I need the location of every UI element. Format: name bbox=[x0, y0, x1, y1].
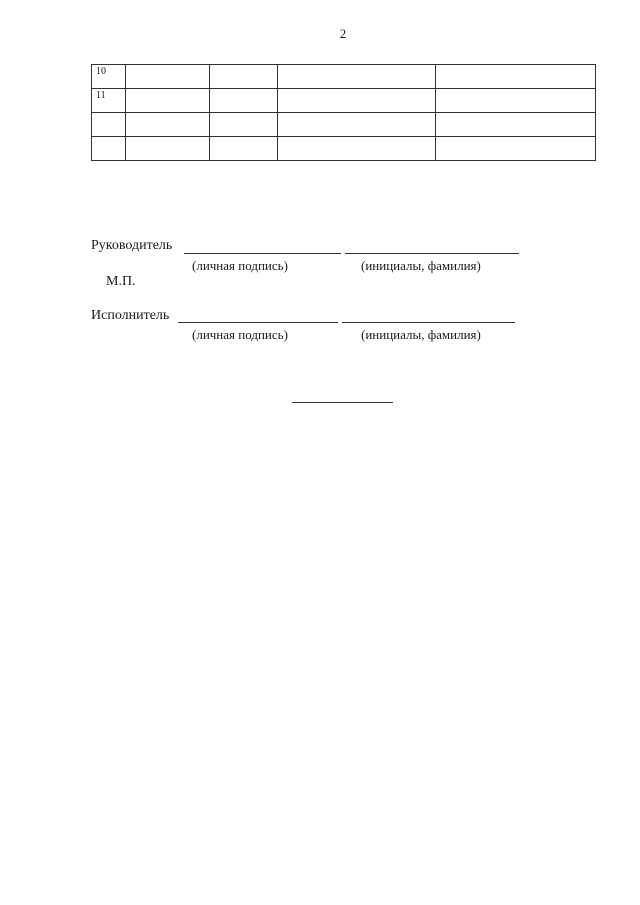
table-cell[interactable] bbox=[126, 89, 210, 113]
table-cell[interactable] bbox=[210, 65, 278, 89]
table-row bbox=[92, 113, 596, 137]
table-cell[interactable] bbox=[126, 113, 210, 137]
row-number-cell: 11 bbox=[92, 89, 126, 113]
head-signature-field[interactable] bbox=[184, 253, 341, 254]
table-cell[interactable] bbox=[278, 65, 436, 89]
executor-label: Исполнитель bbox=[91, 308, 170, 323]
table-row bbox=[92, 137, 596, 161]
table-cell[interactable] bbox=[210, 137, 278, 161]
executor-name-caption: (инициалы, фамилия) bbox=[361, 327, 481, 342]
executor-signature-caption: (личная подпись) bbox=[192, 327, 288, 342]
table-cell[interactable] bbox=[278, 89, 436, 113]
table-cell[interactable] bbox=[436, 113, 596, 137]
head-label: Руководитель bbox=[91, 238, 173, 253]
row-number-cell: 10 bbox=[92, 65, 126, 89]
table-cell[interactable] bbox=[210, 89, 278, 113]
executor-name-field[interactable] bbox=[342, 322, 515, 323]
executor-signature-row bbox=[91, 308, 169, 324]
table-cell[interactable] bbox=[436, 89, 596, 113]
head-name-caption: (инициалы, фамилия) bbox=[361, 258, 481, 273]
executor-signature-field[interactable] bbox=[178, 322, 338, 323]
head-signature-row bbox=[91, 238, 172, 254]
row-number-cell bbox=[92, 113, 126, 137]
head-signature-caption: (личная подпись) bbox=[192, 258, 288, 273]
table-cell[interactable] bbox=[278, 137, 436, 161]
table-row bbox=[92, 65, 596, 89]
table-cell[interactable] bbox=[436, 65, 596, 89]
row-number-cell bbox=[92, 137, 126, 161]
table-cell[interactable] bbox=[278, 113, 436, 137]
page-number: 2 bbox=[339, 26, 347, 41]
data-table bbox=[91, 64, 596, 161]
table-cell[interactable] bbox=[210, 113, 278, 137]
table-cell[interactable] bbox=[436, 137, 596, 161]
stamp-mark: М.П. bbox=[106, 274, 136, 289]
head-name-field[interactable] bbox=[345, 253, 519, 254]
end-rule bbox=[292, 402, 393, 403]
table-cell[interactable] bbox=[126, 65, 210, 89]
table-cell[interactable] bbox=[126, 137, 210, 161]
table-row bbox=[92, 89, 596, 113]
